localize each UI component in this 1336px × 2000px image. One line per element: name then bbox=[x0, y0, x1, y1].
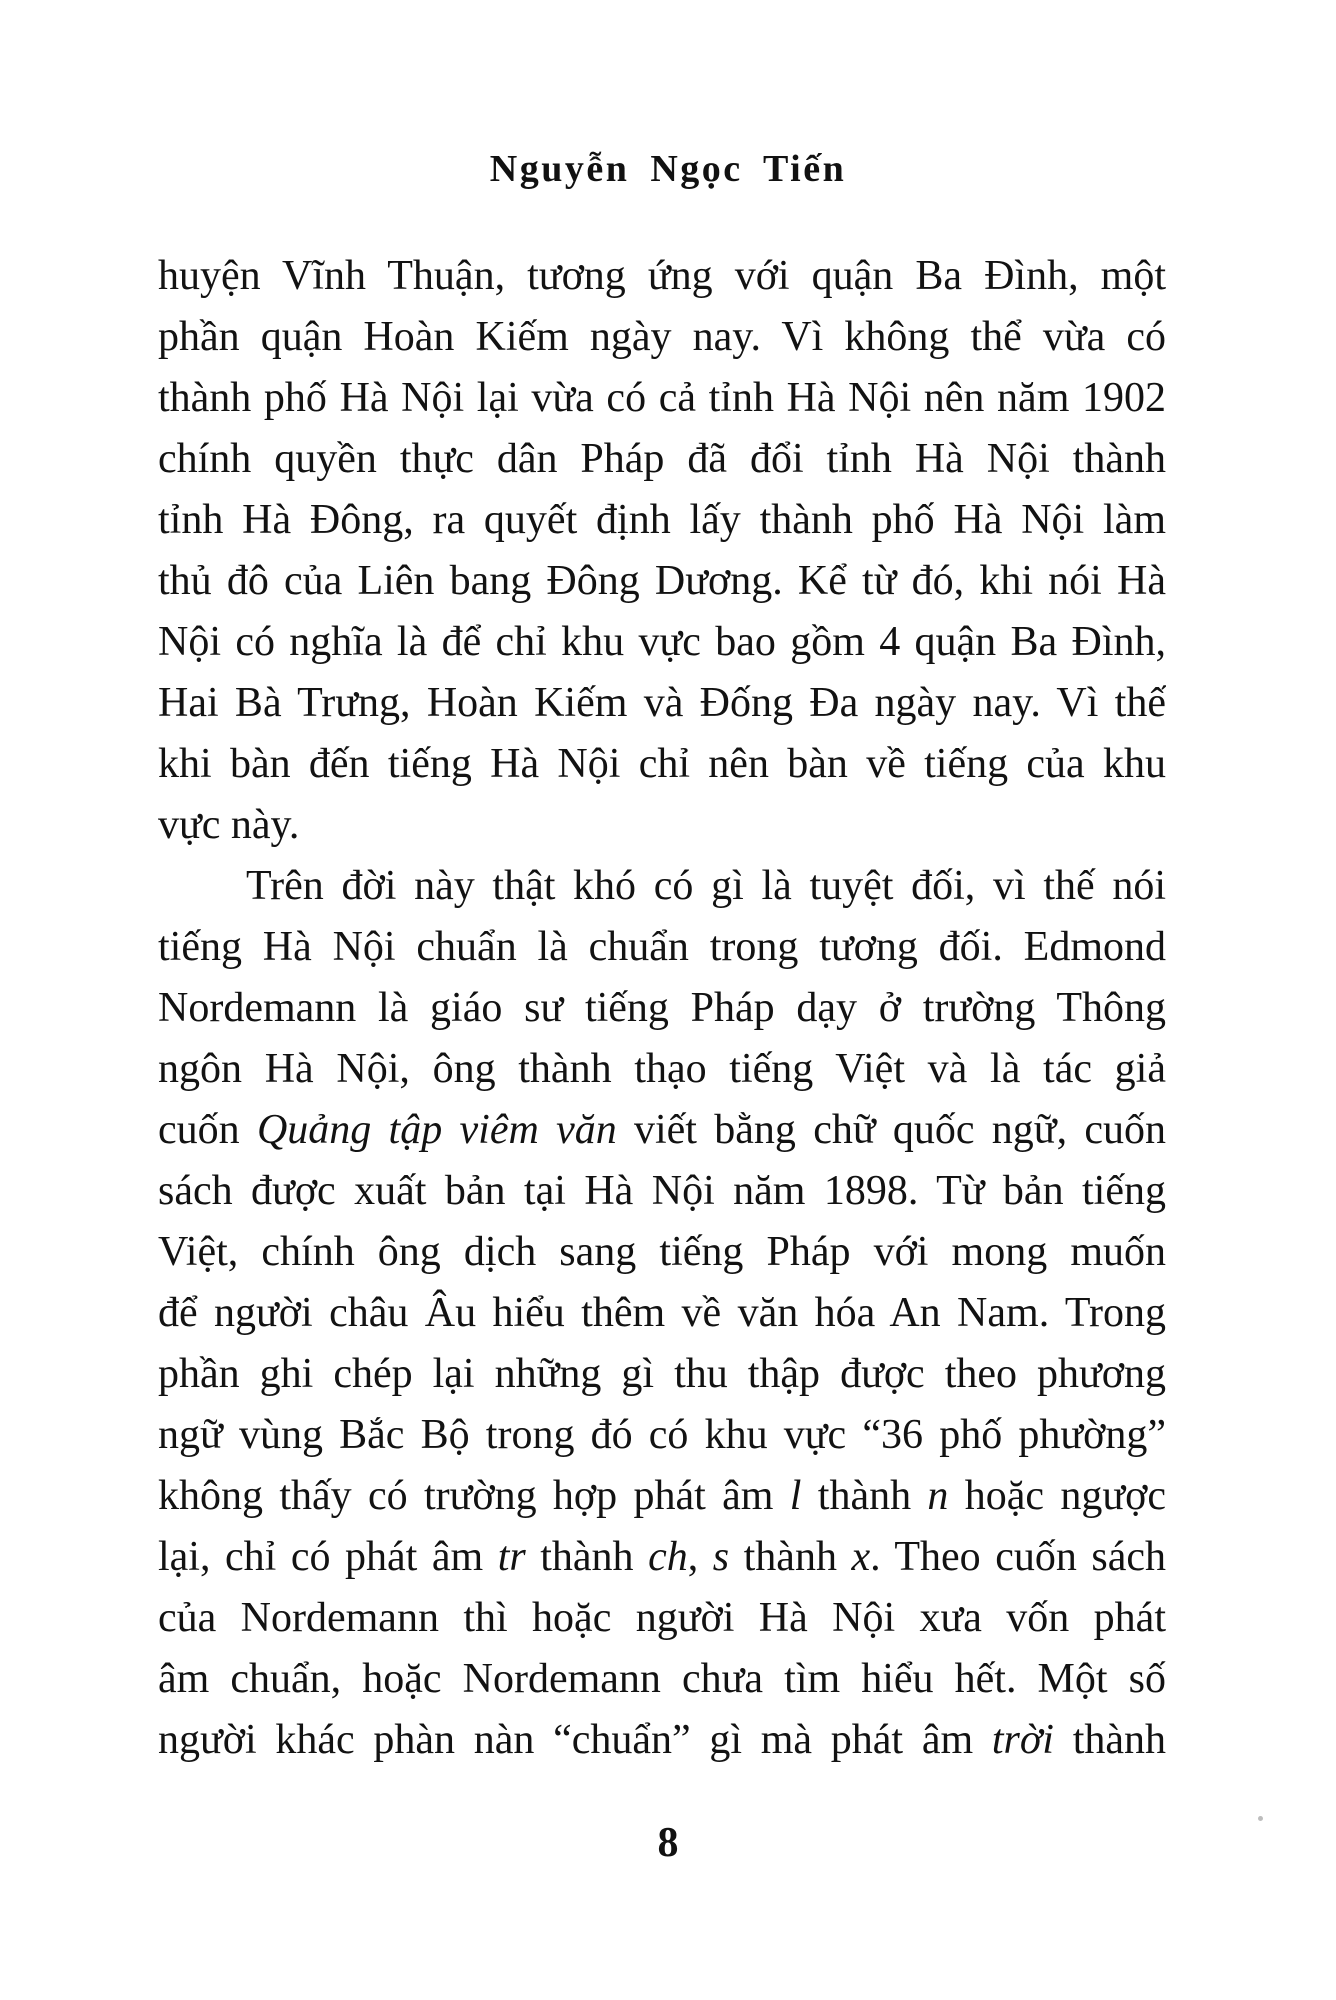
italic-text-segment: tr bbox=[497, 1534, 526, 1580]
text-line bbox=[158, 368, 1166, 429]
italic-text-segment: n bbox=[927, 1473, 949, 1519]
text-line bbox=[158, 917, 1166, 978]
italic-text-segment: s bbox=[712, 1534, 730, 1580]
text-line bbox=[158, 673, 1166, 734]
text-segment: ngữ vùng Bắc Bộ trong đó có khu vực “36 phố phường” bbox=[158, 1412, 1166, 1458]
text-line bbox=[158, 1527, 1166, 1588]
text-segment: chính quyền thực dân Pháp đã đổi tỉnh Hà Nội thành bbox=[158, 436, 1166, 482]
text-segment: để người châu Âu hiểu thêm về văn hóa An Nam. Trong bbox=[158, 1290, 1166, 1336]
text-line bbox=[158, 1344, 1166, 1405]
text-segment: tiếng Hà Nội chuẩn là chuẩn trong tương đối. Edmond bbox=[158, 924, 1166, 970]
text-segment: cuốn bbox=[158, 1107, 257, 1153]
text-segment: vực này. bbox=[158, 802, 300, 848]
page-number: 8 bbox=[657, 1820, 679, 1866]
text-segment: thủ đô của Liên bang Đông Dương. Kể từ đó, khi nói Hà bbox=[158, 558, 1166, 604]
text-segment: Nordemann là giáo sư tiếng Pháp dạy ở trường Thông bbox=[158, 985, 1166, 1031]
italic-text-segment: Quảng tập viêm văn bbox=[256, 1107, 617, 1153]
text-line bbox=[158, 978, 1166, 1039]
text-segment: âm chuẩn, hoặc Nordemann chưa tìm hiểu hết. Một số bbox=[158, 1656, 1166, 1702]
text-segment: hoặc ngược bbox=[948, 1473, 1166, 1519]
text-line bbox=[158, 246, 1166, 307]
text-line bbox=[158, 551, 1166, 612]
text-line bbox=[158, 1405, 1166, 1466]
text-segment: tỉnh Hà Đông, ra quyết định lấy thành phố Hà Nội làm bbox=[158, 497, 1166, 543]
text-segment: của Nordemann thì hoặc người Hà Nội xưa vốn phát bbox=[158, 1595, 1166, 1641]
text-segment: không thấy có trường hợp phát âm bbox=[158, 1473, 790, 1519]
text-segment: khi bàn đến tiếng Hà Nội chỉ nên bàn về tiếng của khu bbox=[158, 741, 1166, 787]
italic-text-segment: ch bbox=[648, 1534, 688, 1580]
text-line bbox=[158, 734, 1166, 795]
text-line bbox=[158, 612, 1166, 673]
text-segment: thành bbox=[1053, 1717, 1166, 1763]
italic-text-segment: l bbox=[789, 1473, 802, 1519]
text-segment: viết bằng chữ quốc ngữ, cuốn bbox=[616, 1107, 1166, 1153]
text-segment: Nội có nghĩa là để chỉ khu vực bao gồm 4 quận Ba Đình, bbox=[158, 619, 1166, 665]
text-line bbox=[158, 856, 1166, 917]
text-line bbox=[158, 490, 1166, 551]
text-line bbox=[158, 307, 1166, 368]
text-segment: huyện Vĩnh Thuận, tương ứng với quận Ba Đình, một bbox=[158, 253, 1166, 299]
text-line bbox=[158, 795, 1166, 856]
text-line bbox=[158, 1649, 1166, 1710]
italic-text-segment: trời bbox=[991, 1717, 1054, 1763]
text-segment: phần ghi chép lại những gì thu thập được theo phương bbox=[158, 1351, 1166, 1397]
italic-text-segment: x bbox=[851, 1534, 871, 1580]
text-segment: . Theo cuốn sách bbox=[870, 1534, 1166, 1580]
text-segment: Trên đời này thật khó có gì là tuyệt đối, vì thế nói bbox=[246, 863, 1166, 909]
page-body-text bbox=[158, 246, 1166, 1771]
text-segment: thành bbox=[525, 1534, 649, 1580]
text-segment: thành bbox=[801, 1473, 928, 1519]
text-segment: thành phố Hà Nội lại vừa có cả tỉnh Hà Nội nên năm 1902 bbox=[158, 375, 1166, 421]
text-line bbox=[158, 1710, 1166, 1771]
text-segment: ngôn Hà Nội, ông thành thạo tiếng Việt và là tác giả bbox=[158, 1046, 1166, 1092]
text-line bbox=[158, 1283, 1166, 1344]
text-line bbox=[158, 1588, 1166, 1649]
text-segment: Việt, chính ông dịch sang tiếng Pháp với mong muốn bbox=[158, 1229, 1166, 1275]
text-line bbox=[158, 1161, 1166, 1222]
text-segment: phần quận Hoàn Kiếm ngày nay. Vì không thể vừa có bbox=[158, 314, 1166, 360]
text-segment: sách được xuất bản tại Hà Nội năm 1898. Từ bản tiếng bbox=[158, 1168, 1166, 1214]
text-line bbox=[158, 1466, 1166, 1527]
text-segment: thành bbox=[729, 1534, 852, 1580]
text-line bbox=[158, 1222, 1166, 1283]
text-line bbox=[158, 1039, 1166, 1100]
text-segment: Hai Bà Trưng, Hoàn Kiếm và Đống Đa ngày nay. Vì thế bbox=[158, 680, 1166, 726]
scan-speck bbox=[1258, 1816, 1263, 1821]
running-header: Nguyễn Ngọc Tiến bbox=[489, 148, 847, 190]
text-segment: lại, chỉ có phát âm bbox=[158, 1534, 498, 1580]
text-line bbox=[158, 429, 1166, 490]
text-segment: , bbox=[687, 1534, 713, 1580]
text-line bbox=[158, 1100, 1166, 1161]
text-segment: người khác phàn nàn “chuẩn” gì mà phát âm bbox=[158, 1717, 992, 1763]
